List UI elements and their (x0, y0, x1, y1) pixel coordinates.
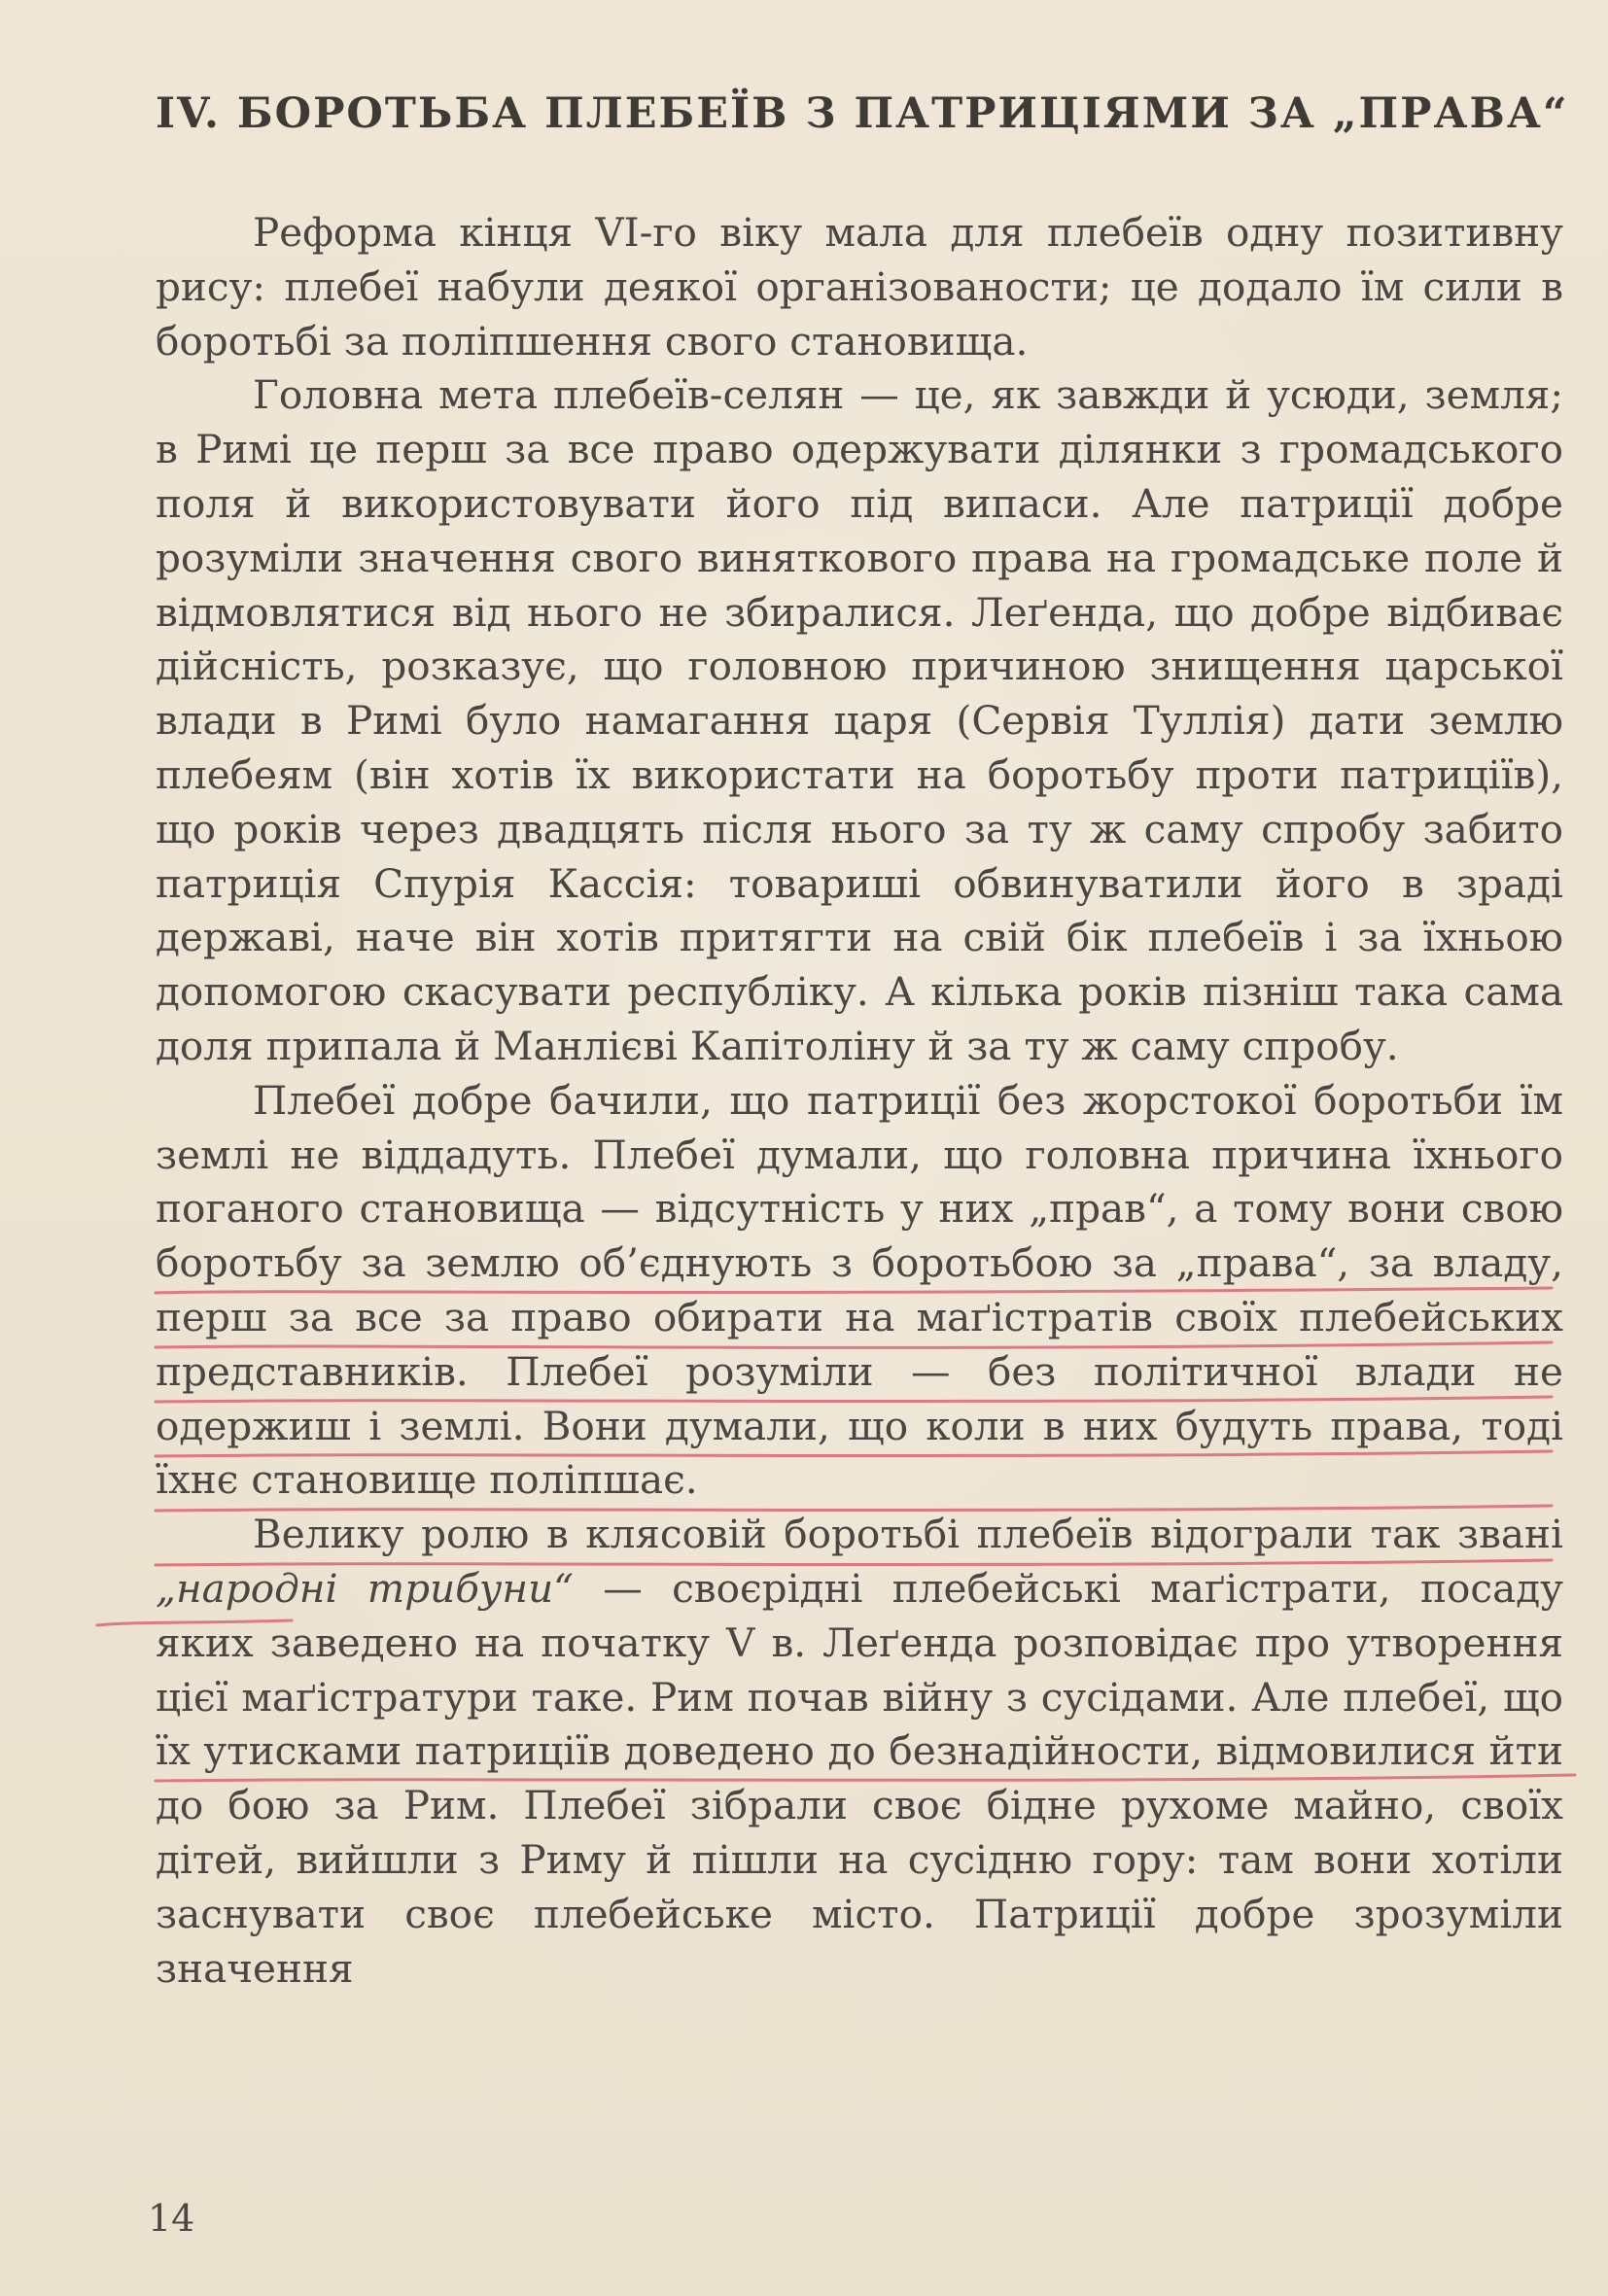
chapter-heading: IV. БОРОТЬБА ПЛЕБЕЇВ З ПАТРИЦІЯМИ ЗА „ПРАВА“ (156, 89, 1569, 138)
emphasis-term: „народні трибуни“ (156, 1564, 574, 1612)
paragraph-2: Головна мета плебеїв-селян — це, як завжди й усюди, земля; в Римі це перш за все право одержувати ділянки з громадського поля й використовувати його під випаси. Але патриції добре розуміли значення свого виняткового права на громадське поле й відмовлятися від нього не збиралися. Леґенда, що добре відбиває дійсність, розказує, що головною причиною знищення царської влади в Римі було намагання царя (Сервія Туллія) дати землю плебеям (він хотів їх використати на боротьбу проти патриціїв), що років через двадцять після нього за ту ж саму спробу забито патриція Спурія Кассія: товариші обвинуватили його в зраді державі, наче він хотів притягти на свій бік плебеїв і за їхньою допомогою скасувати республіку. А кілька років пізніш така сама доля припала й Манлієві Капітоліну й за ту ж саму спробу. (156, 371, 1563, 1069)
page-number: 14 (148, 2197, 195, 2240)
paragraph-4-rest: — своєрідні плебейські маґістрати, посаду яких заведено на початку V в. Леґенда розповідає про утворення цієї маґістратури таке. Рим почав війну з сусідами. Але плебеї, що їх утисками патриціїв доведено до безнадійности, відмовилися йти до бою за Рим. Плебеї зібрали своє бідне рухоме майно, своїх дітей, вийшли з Риму й пішли на сусідню гору: там вони хотіли заснувати своє плебейське місто. Патриції добре зрозуміли значення (156, 1564, 1563, 1992)
paragraph-4-lead: Велику ролю в клясовій боротьбі плебеїв відограли так звані (253, 1511, 1563, 1558)
body-text (156, 206, 1563, 1996)
paragraph-1: Реформа кінця VI-го віку мала для плебеїв одну позитивну рису: плебеї набули деякої організованости; це додало їм сили в боротьбі за поліпшення свого становища. (156, 209, 1563, 365)
paragraph-4 (156, 1508, 1563, 1996)
paragraph-3: Плебеї добре бачили, що патриції без жорстокої боротьби їм землі не віддадуть. Плебеї думали, що головна причина їхнього поганого становища — відсутність у них „прав“, а тому вони свою боротьбу за землю об’єднують з боротьбою за „права“, за владу, перш за все за право обирати на маґістратів своїх плебейських представників. Плебеї розуміли — без політичної влади не одержиш і землі. Вони думали, що коли в них будуть права, тоді їхнє становище поліпшає. (156, 1076, 1563, 1504)
